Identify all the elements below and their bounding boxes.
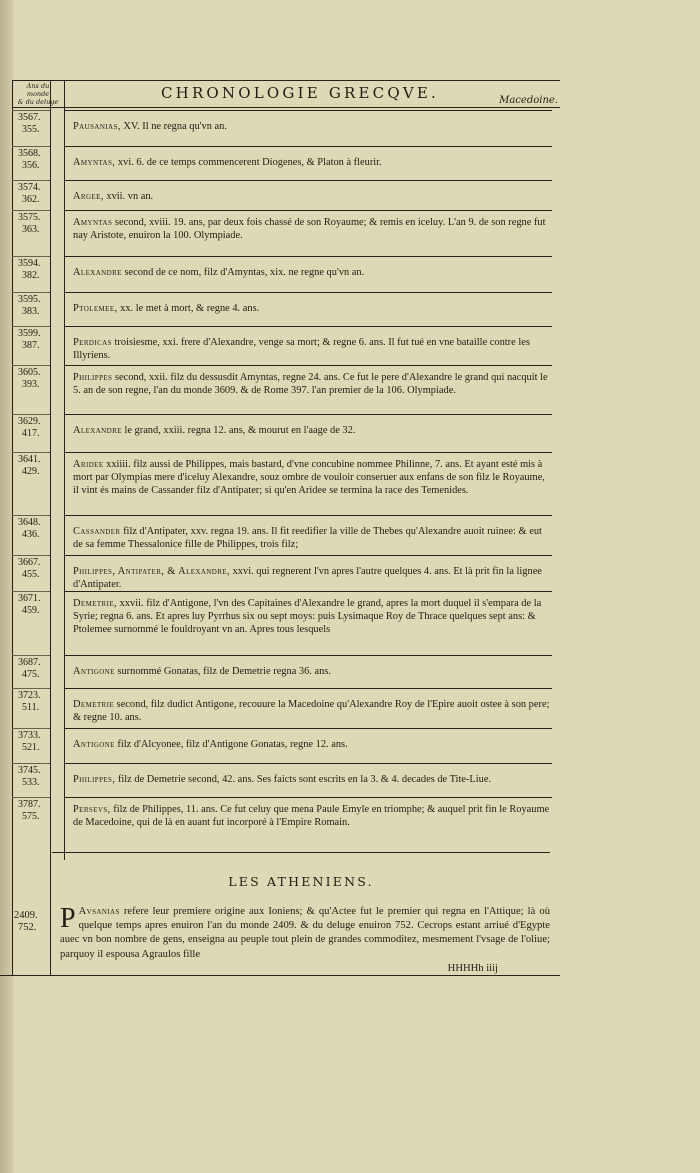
entry-description: troisiesme, xxi. frere d'Alexandre, venge sa mort; & regne 6. ans. Il fut tué en vne bataille contre les Illyriens. [73, 337, 530, 362]
row-separator [64, 555, 552, 556]
entry-years [18, 112, 58, 136]
outer-left-rule [12, 80, 13, 975]
header-top-rule [12, 80, 560, 81]
year-column-rule-right [64, 80, 65, 860]
year-cell-separator [12, 365, 50, 366]
year-world: 3605. [18, 367, 41, 378]
year-cell-separator [12, 655, 50, 656]
entry-description: second, filz dudict Antigone, recouure la Macedoine qu'Alexandre Roy de l'Epire auoit ostee à son pere; & regne 10. ans. [73, 699, 550, 724]
year-world: 2409. [14, 910, 38, 921]
row-separator [64, 110, 552, 111]
year-cell-separator [12, 763, 50, 764]
king-name: Cassander [73, 526, 121, 537]
year-cell-separator [12, 326, 50, 327]
king-name: Philippes [73, 372, 113, 383]
row-separator [64, 146, 552, 147]
year-deluge: 356. [22, 160, 40, 171]
year-deluge: 436. [22, 529, 40, 540]
year-deluge: 382. [22, 270, 40, 281]
year-world: 3599. [18, 328, 41, 339]
year-cell-separator [12, 180, 50, 181]
entry-years [18, 799, 58, 823]
year-deluge: 752. [18, 922, 37, 933]
section-paragraph [60, 905, 550, 976]
entry-text [73, 597, 551, 637]
section-title: LES ATHENIENS. [228, 874, 374, 889]
year-column-heading [17, 82, 59, 106]
running-head-region: Macedoine. [499, 95, 558, 106]
entry-description: xx. le met à mort, & regne 4. ans. [120, 303, 260, 314]
year-world: 3567. [18, 112, 41, 123]
row-separator [64, 728, 552, 729]
row-separator [64, 763, 552, 764]
year-deluge: 383. [22, 306, 40, 317]
year-cell-separator [12, 210, 50, 211]
entry-description: second de ce nom, filz d'Amyntas, xix. ne regne qu'vn an. [124, 267, 365, 278]
entry-years [18, 258, 58, 282]
entry-text [73, 424, 551, 437]
year-cell-separator [12, 452, 50, 453]
entry-years [18, 657, 58, 681]
entry-years [18, 765, 58, 789]
year-world: 3574. [18, 182, 41, 193]
row-separator [64, 655, 552, 656]
entry-text [73, 266, 551, 279]
entry-text [73, 120, 551, 133]
year-cell-separator [12, 515, 50, 516]
year-deluge: 362. [22, 194, 40, 205]
entry-text [73, 803, 551, 829]
king-name: Aridee [73, 459, 104, 470]
entry-years [18, 294, 58, 318]
entry-text [73, 156, 551, 169]
page-title: CHRONOLOGIE GRECQVE. [160, 84, 439, 102]
entry-description: xxvii. filz d'Antigone, l'vn des Capitaines d'Alexandre le grand, apres la mort duquel il s'empara de la Syrie; regna 6. ans. Et apres luy Pyrrhus six ou sept moys: puis Lysimaque Roy de Thrace quelques sept ans: & Ptolemee surnommé le fouldroyant vn an. Apres tous lesquels [73, 598, 542, 636]
entry-years [18, 148, 58, 172]
year-cell-separator [12, 591, 50, 592]
section-text: refere leur premiere origine aux Ioniens; & qu'Actee fut le premier qui regna en l'Attique; là où quelque temps apres enuiron l'an du monde 2409. & du deluge enuiron 752. Cecrops estant arriué d'Egypte auec vn bon nombre de gens, enseigna au peuple tout plein de grandes commoditez, mesmement l'vsage de l'oliue; parquoy il espousa Agraulos fille [60, 906, 550, 960]
section-year [14, 910, 54, 934]
entry-years [18, 593, 58, 617]
year-world: 3568. [18, 148, 41, 159]
year-deluge: 429. [22, 466, 40, 477]
entry-description: second, xviii. 19. ans, par deux fois chassé de son Royaume; & remis en iceluy. L'an 9. de son regne fut nay Aristote, enuiron la 100. Olympiade. [73, 217, 546, 242]
year-deluge: 363. [22, 224, 40, 235]
entry-years [18, 517, 58, 541]
year-cell-separator [12, 555, 50, 556]
king-name: Demetrie, [73, 598, 118, 609]
entry-years [18, 730, 58, 754]
year-world: 3594. [18, 258, 41, 269]
entry-description: second, xxii. filz du dessusdit Amyntas, regne 24. ans. Ce fut le pere d'Alexandre le grand qui nacquit le 5. an de son regne, l'an du monde 3609. & de Rome 397. l'an premier de la 106. Olympiade. [73, 372, 548, 397]
entry-years [18, 367, 58, 391]
entry-text [73, 773, 551, 786]
entry-years [18, 416, 58, 440]
year-cell-separator [12, 688, 50, 689]
entry-description: xvii. vn an. [106, 191, 154, 202]
king-name: Alexandre [73, 425, 122, 436]
year-world: 3595. [18, 294, 41, 305]
entry-years [18, 454, 58, 478]
row-separator [64, 256, 552, 257]
year-deluge: 417. [22, 428, 40, 439]
signature-mark: HHHHh iiij [447, 962, 498, 974]
year-world: 3648. [18, 517, 41, 528]
king-name: Alexandre [73, 267, 122, 278]
king-name: Perdicas [73, 337, 112, 348]
year-deluge: 355. [22, 124, 40, 135]
row-separator [64, 292, 552, 293]
year-world: 3745. [18, 765, 41, 776]
entry-years [18, 557, 58, 581]
year-world: 3575. [18, 212, 41, 223]
entry-description: surnommé Gonatas, filz de Demetrie regna 36. ans. [117, 666, 331, 677]
year-deluge: 533. [22, 777, 40, 788]
entry-text [73, 371, 551, 397]
entry-text [73, 698, 551, 724]
king-name: Philippes, Antipater, & Alexandre, [73, 566, 230, 577]
year-cell-separator [12, 292, 50, 293]
entry-text [73, 565, 551, 591]
king-name: Amyntas, [73, 157, 116, 168]
entry-text [73, 302, 551, 315]
year-world: 3787. [18, 799, 41, 810]
row-separator [64, 210, 552, 211]
entry-years [18, 690, 58, 714]
entry-text [73, 458, 551, 498]
entry-text [73, 665, 551, 678]
year-cell-separator [12, 110, 50, 111]
row-separator [64, 797, 552, 798]
entry-years [18, 328, 58, 352]
entry-description: xvi. 6. de ce temps commencerent Diogenes, & Platon à fleurir. [117, 157, 382, 168]
year-world: 3733. [18, 730, 41, 741]
heading-line-1: Ans du monde [26, 82, 50, 98]
year-cell-separator [12, 728, 50, 729]
year-deluge: 575. [22, 811, 40, 822]
heading-line-2: & du deluge [17, 98, 59, 106]
year-cell-separator [12, 146, 50, 147]
year-cell-separator [12, 256, 50, 257]
king-name: Pausanias, [73, 121, 121, 132]
row-separator [64, 365, 552, 366]
table-end-rule [52, 852, 550, 853]
year-world: 3671. [18, 593, 41, 604]
king-name: Antigone [73, 739, 115, 750]
row-separator [64, 326, 552, 327]
year-world: 3629. [18, 416, 41, 427]
year-world: 3641. [18, 454, 41, 465]
year-world: 3687. [18, 657, 41, 668]
year-cell-separator [12, 414, 50, 415]
king-name: Philippes, [73, 774, 116, 785]
row-separator [64, 180, 552, 181]
row-separator [64, 591, 552, 592]
entry-description: xxvi. qui regnerent l'vn apres l'autre quelques 4. ans. Et là prit fin la lignee d'Antipater. [73, 566, 542, 591]
entry-description: filz d'Alcyonee, filz d'Antigone Gonatas, regne 12. ans. [117, 739, 348, 750]
year-deluge: 459. [22, 605, 40, 616]
entry-text [73, 738, 551, 751]
entry-text [73, 525, 551, 551]
year-deluge: 511. [22, 702, 40, 713]
king-name: Amyntas [73, 217, 113, 228]
year-cell-separator [12, 797, 50, 798]
row-separator [64, 688, 552, 689]
year-deluge: 387. [22, 340, 40, 351]
king-name: Demetrie [73, 699, 115, 710]
entry-description: le grand, xxiii. regna 12. ans, & mourut en l'aage de 32. [124, 425, 356, 436]
year-deluge: 455. [22, 569, 40, 580]
entry-years [18, 182, 58, 206]
entry-description: XV. Il ne regna qu'vn an. [123, 121, 227, 132]
entry-description: filz d'Antipater, xxv. regna 19. ans. Il fit reedifier la ville de Thebes qu'Alexandre auoit ruinee: & eut de sa femme Thessalonice fille de Philippes, trois filz; [73, 526, 542, 551]
year-deluge: 475. [22, 669, 40, 680]
row-separator [64, 414, 552, 415]
entry-years [18, 212, 58, 236]
year-deluge: 393. [22, 379, 40, 390]
entry-description: filz de Philippes, 11. ans. Ce fut celuy que mena Paule Emyle en triomphe; & auquel prit fin le Royaume de Macedoine, qui de là en auant fut incorporé à l'Empire Romain. [73, 804, 550, 829]
year-deluge: 521. [22, 742, 40, 753]
king-name: Persevs, [73, 804, 111, 815]
king-name: Ptolemee, [73, 303, 118, 314]
year-world: 3723. [18, 690, 41, 701]
king-name: Antigone [73, 666, 115, 677]
year-world: 3667. [18, 557, 41, 568]
entry-description: filz de Demetrie second, 42. ans. Ses faicts sont escrits en la 3. & 4. decades de Tite-Liue. [117, 774, 492, 785]
king-name: Argee, [73, 191, 104, 202]
header-bottom-rule [12, 107, 560, 108]
row-separator [64, 515, 552, 516]
entry-description: xxiiii. filz aussi de Philippes, mais bastard, d'vne concubine nommee Philinne, 7. ans. Et ayant esté mis à mort par Olympias mere d'iceluy Alexandre, souz ombre de vouloir conseruer aux enfans de son filz le Royaume, il vint és mains de Cassander filz d'Antipater; si qu'en Aridee se termina la race des Temenides. [73, 459, 545, 497]
entry-text [73, 216, 551, 242]
section-name: Avsanias [78, 906, 120, 917]
entry-text [73, 190, 551, 203]
entry-text [73, 336, 551, 362]
drop-cap: P [60, 903, 76, 934]
row-separator [64, 452, 552, 453]
